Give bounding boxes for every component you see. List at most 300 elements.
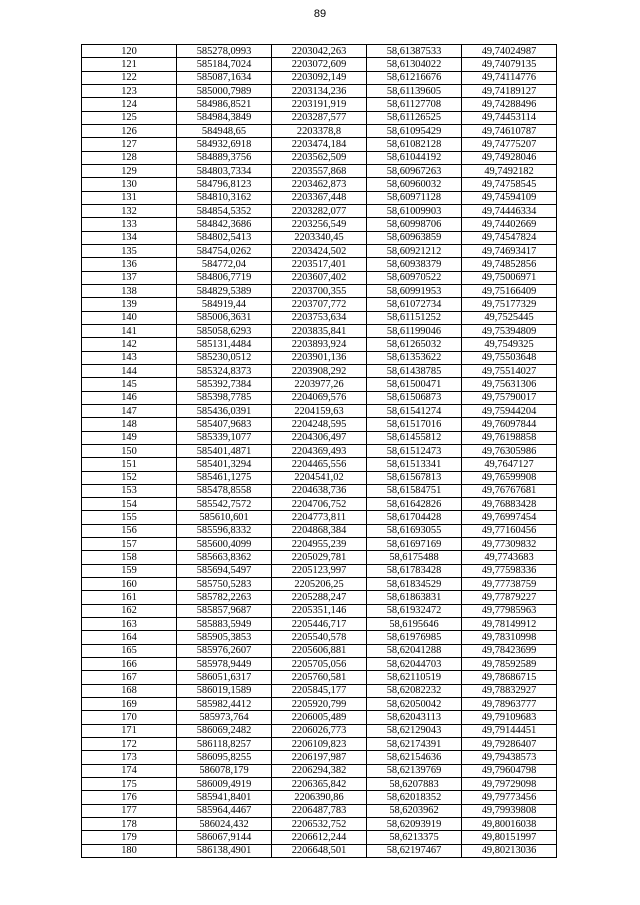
x-coordinate-cell: 585230,0512 (177, 351, 272, 364)
latitude-cell: 58,60998706 (367, 218, 462, 231)
x-coordinate-cell: 586019,1589 (177, 684, 272, 697)
y-coordinate-cell: 2204706,752 (272, 498, 367, 511)
point-number-cell: 133 (82, 218, 177, 231)
point-number-cell: 180 (82, 844, 177, 857)
table-row (82, 658, 557, 671)
latitude-cell: 58,61932472 (367, 604, 462, 617)
point-number-cell: 137 (82, 271, 177, 284)
point-number-cell: 136 (82, 258, 177, 271)
point-number-cell: 166 (82, 658, 177, 671)
latitude-cell: 58,61704428 (367, 511, 462, 524)
latitude-cell: 58,61506873 (367, 391, 462, 404)
table-row (82, 511, 557, 524)
latitude-cell: 58,60970522 (367, 271, 462, 284)
table-row (82, 498, 557, 511)
y-coordinate-cell: 2203474,184 (272, 138, 367, 151)
table-row (82, 204, 557, 217)
x-coordinate-cell: 585058,6293 (177, 324, 272, 337)
y-coordinate-cell: 2203340,45 (272, 231, 367, 244)
latitude-cell: 58,61455812 (367, 431, 462, 444)
point-number-cell: 120 (82, 45, 177, 58)
point-number-cell: 124 (82, 98, 177, 111)
longitude-cell: 49,7492182 (462, 164, 557, 177)
x-coordinate-cell: 584754,0262 (177, 244, 272, 257)
y-coordinate-cell: 2203367,448 (272, 191, 367, 204)
table-row (82, 364, 557, 377)
x-coordinate-cell: 586078,179 (177, 764, 272, 777)
longitude-cell: 49,78423699 (462, 644, 557, 657)
longitude-cell: 49,74024987 (462, 45, 557, 58)
y-coordinate-cell: 2204369,493 (272, 444, 367, 457)
longitude-cell: 49,76305986 (462, 444, 557, 457)
table-row (82, 458, 557, 471)
latitude-cell: 58,61216676 (367, 71, 462, 84)
latitude-cell: 58,61199046 (367, 324, 462, 337)
table-row (82, 431, 557, 444)
latitude-cell: 58,62197467 (367, 844, 462, 857)
y-coordinate-cell: 2203378,8 (272, 124, 367, 137)
y-coordinate-cell: 2205760,581 (272, 671, 367, 684)
x-coordinate-cell: 586069,2482 (177, 724, 272, 737)
latitude-cell: 58,60938379 (367, 258, 462, 271)
table-row (82, 84, 557, 97)
y-coordinate-cell: 2206648,501 (272, 844, 367, 857)
longitude-cell: 49,76097844 (462, 418, 557, 431)
point-number-cell: 171 (82, 724, 177, 737)
latitude-cell: 58,61127708 (367, 98, 462, 111)
longitude-cell: 49,78149912 (462, 618, 557, 631)
x-coordinate-cell: 584986,8521 (177, 98, 272, 111)
x-coordinate-cell: 585324,8373 (177, 364, 272, 377)
table-row (82, 351, 557, 364)
point-number-cell: 168 (82, 684, 177, 697)
x-coordinate-cell: 585339,1077 (177, 431, 272, 444)
x-coordinate-cell: 585401,4871 (177, 444, 272, 457)
y-coordinate-cell: 2203256,549 (272, 218, 367, 231)
latitude-cell: 58,60967263 (367, 164, 462, 177)
latitude-cell: 58,61517016 (367, 418, 462, 431)
table-row (82, 178, 557, 191)
x-coordinate-cell: 586024,432 (177, 818, 272, 831)
table-row (82, 98, 557, 111)
table-row (82, 418, 557, 431)
point-number-cell: 174 (82, 764, 177, 777)
latitude-cell: 58,6207883 (367, 778, 462, 791)
point-number-cell: 173 (82, 751, 177, 764)
point-number-cell: 134 (82, 231, 177, 244)
x-coordinate-cell: 585542,7572 (177, 498, 272, 511)
longitude-cell: 49,76767681 (462, 484, 557, 497)
x-coordinate-cell: 586009,4919 (177, 778, 272, 791)
point-number-cell: 165 (82, 644, 177, 657)
x-coordinate-cell: 585407,9683 (177, 418, 272, 431)
point-number-cell: 145 (82, 378, 177, 391)
point-number-cell: 152 (82, 471, 177, 484)
longitude-cell: 49,74758545 (462, 178, 557, 191)
point-number-cell: 138 (82, 284, 177, 297)
y-coordinate-cell: 2204868,384 (272, 524, 367, 537)
latitude-cell: 58,60991953 (367, 284, 462, 297)
latitude-cell: 58,61095429 (367, 124, 462, 137)
point-number-cell: 179 (82, 831, 177, 844)
y-coordinate-cell: 2204955,239 (272, 538, 367, 551)
table-row (82, 578, 557, 591)
longitude-cell: 49,77985963 (462, 604, 557, 617)
latitude-cell: 58,6203962 (367, 804, 462, 817)
latitude-cell: 58,61126525 (367, 111, 462, 124)
point-number-cell: 125 (82, 111, 177, 124)
y-coordinate-cell: 2204159,63 (272, 404, 367, 417)
x-coordinate-cell: 585006,3631 (177, 311, 272, 324)
y-coordinate-cell: 2205540,578 (272, 631, 367, 644)
point-number-cell: 162 (82, 604, 177, 617)
point-number-cell: 176 (82, 791, 177, 804)
x-coordinate-cell: 585596,8332 (177, 524, 272, 537)
table-row (82, 604, 557, 617)
table-row (82, 231, 557, 244)
y-coordinate-cell: 2206532,752 (272, 818, 367, 831)
longitude-cell: 49,74594109 (462, 191, 557, 204)
longitude-cell: 49,79604798 (462, 764, 557, 777)
point-number-cell: 128 (82, 151, 177, 164)
y-coordinate-cell: 2203282,077 (272, 204, 367, 217)
y-coordinate-cell: 2203557,868 (272, 164, 367, 177)
point-number-cell: 158 (82, 551, 177, 564)
x-coordinate-cell: 586051,6317 (177, 671, 272, 684)
x-coordinate-cell: 584948,65 (177, 124, 272, 137)
point-number-cell: 177 (82, 804, 177, 817)
longitude-cell: 49,74547824 (462, 231, 557, 244)
y-coordinate-cell: 2206197,987 (272, 751, 367, 764)
table-row (82, 791, 557, 804)
point-number-cell: 142 (82, 338, 177, 351)
point-number-cell: 155 (82, 511, 177, 524)
latitude-cell: 58,61387533 (367, 45, 462, 58)
x-coordinate-cell: 586067,9144 (177, 831, 272, 844)
table-row (82, 58, 557, 71)
longitude-cell: 49,74114776 (462, 71, 557, 84)
y-coordinate-cell: 2205705,056 (272, 658, 367, 671)
longitude-cell: 49,79773456 (462, 791, 557, 804)
table-row (82, 631, 557, 644)
point-number-cell: 172 (82, 738, 177, 751)
table-row (82, 698, 557, 711)
longitude-cell: 49,78592589 (462, 658, 557, 671)
longitude-cell: 49,76198858 (462, 431, 557, 444)
longitude-cell: 49,77879227 (462, 591, 557, 604)
x-coordinate-cell: 584772,04 (177, 258, 272, 271)
latitude-cell: 58,61438785 (367, 364, 462, 377)
point-number-cell: 160 (82, 578, 177, 591)
latitude-cell: 58,60971128 (367, 191, 462, 204)
y-coordinate-cell: 2205351,146 (272, 604, 367, 617)
longitude-cell: 49,74928046 (462, 151, 557, 164)
latitude-cell: 58,61567813 (367, 471, 462, 484)
point-number-cell: 126 (82, 124, 177, 137)
x-coordinate-cell: 584796,8123 (177, 178, 272, 191)
longitude-cell: 49,76599908 (462, 471, 557, 484)
y-coordinate-cell: 2204069,576 (272, 391, 367, 404)
longitude-cell: 49,78310998 (462, 631, 557, 644)
point-number-cell: 140 (82, 311, 177, 324)
longitude-cell: 49,74402669 (462, 218, 557, 231)
point-number-cell: 141 (82, 324, 177, 337)
longitude-cell: 49,78963777 (462, 698, 557, 711)
x-coordinate-cell: 585883,5949 (177, 618, 272, 631)
point-number-cell: 129 (82, 164, 177, 177)
x-coordinate-cell: 584810,3162 (177, 191, 272, 204)
table-row (82, 258, 557, 271)
y-coordinate-cell: 2203072,609 (272, 58, 367, 71)
y-coordinate-cell: 2204541,02 (272, 471, 367, 484)
point-number-cell: 156 (82, 524, 177, 537)
x-coordinate-cell: 585184,7024 (177, 58, 272, 71)
table-row (82, 764, 557, 777)
point-number-cell: 148 (82, 418, 177, 431)
point-number-cell: 135 (82, 244, 177, 257)
y-coordinate-cell: 2205606,881 (272, 644, 367, 657)
longitude-cell: 49,75631306 (462, 378, 557, 391)
latitude-cell: 58,61265032 (367, 338, 462, 351)
longitude-cell: 49,75394809 (462, 324, 557, 337)
y-coordinate-cell: 2204248,595 (272, 418, 367, 431)
y-coordinate-cell: 2206612,244 (272, 831, 367, 844)
latitude-cell: 58,62044703 (367, 658, 462, 671)
point-number-cell: 170 (82, 711, 177, 724)
table-row (82, 45, 557, 58)
point-number-cell: 121 (82, 58, 177, 71)
longitude-cell: 49,7525445 (462, 311, 557, 324)
longitude-cell: 49,74693417 (462, 244, 557, 257)
x-coordinate-cell: 584889,3756 (177, 151, 272, 164)
longitude-cell: 49,75177329 (462, 298, 557, 311)
latitude-cell: 58,61783428 (367, 564, 462, 577)
y-coordinate-cell: 2203908,292 (272, 364, 367, 377)
y-coordinate-cell: 2204306,497 (272, 431, 367, 444)
y-coordinate-cell: 2206294,382 (272, 764, 367, 777)
table-row (82, 404, 557, 417)
x-coordinate-cell: 585976,2607 (177, 644, 272, 657)
point-number-cell: 159 (82, 564, 177, 577)
point-number-cell: 163 (82, 618, 177, 631)
longitude-cell: 49,79109683 (462, 711, 557, 724)
x-coordinate-cell: 585973,764 (177, 711, 272, 724)
latitude-cell: 58,61541274 (367, 404, 462, 417)
point-number-cell: 150 (82, 444, 177, 457)
point-number-cell: 139 (82, 298, 177, 311)
table-row (82, 378, 557, 391)
y-coordinate-cell: 2203134,236 (272, 84, 367, 97)
table-row (82, 804, 557, 817)
latitude-cell: 58,61512473 (367, 444, 462, 457)
x-coordinate-cell: 584829,5389 (177, 284, 272, 297)
latitude-cell: 58,61044192 (367, 151, 462, 164)
point-number-cell: 132 (82, 204, 177, 217)
y-coordinate-cell: 2205845,177 (272, 684, 367, 697)
table-row (82, 551, 557, 564)
x-coordinate-cell: 584919,44 (177, 298, 272, 311)
y-coordinate-cell: 2203901,136 (272, 351, 367, 364)
coordinates-table (81, 44, 557, 858)
latitude-cell: 58,61513341 (367, 458, 462, 471)
point-number-cell: 157 (82, 538, 177, 551)
longitude-cell: 49,77160456 (462, 524, 557, 537)
table-row (82, 591, 557, 604)
x-coordinate-cell: 585905,3853 (177, 631, 272, 644)
latitude-cell: 58,61082128 (367, 138, 462, 151)
longitude-cell: 49,78832927 (462, 684, 557, 697)
table-row (82, 111, 557, 124)
x-coordinate-cell: 584984,3849 (177, 111, 272, 124)
x-coordinate-cell: 585782,2263 (177, 591, 272, 604)
point-number-cell: 164 (82, 631, 177, 644)
latitude-cell: 58,61139605 (367, 84, 462, 97)
y-coordinate-cell: 2205920,799 (272, 698, 367, 711)
point-number-cell: 167 (82, 671, 177, 684)
table-row (82, 138, 557, 151)
y-coordinate-cell: 2206109,823 (272, 738, 367, 751)
y-coordinate-cell: 2203753,634 (272, 311, 367, 324)
longitude-cell: 49,80151997 (462, 831, 557, 844)
latitude-cell: 58,62041288 (367, 644, 462, 657)
latitude-cell: 58,61151252 (367, 311, 462, 324)
y-coordinate-cell: 2203042,263 (272, 45, 367, 58)
x-coordinate-cell: 585401,3294 (177, 458, 272, 471)
latitude-cell: 58,62110519 (367, 671, 462, 684)
x-coordinate-cell: 584802,5413 (177, 231, 272, 244)
longitude-cell: 49,75944204 (462, 404, 557, 417)
point-number-cell: 144 (82, 364, 177, 377)
point-number-cell: 146 (82, 391, 177, 404)
point-number-cell: 161 (82, 591, 177, 604)
y-coordinate-cell: 2203562,509 (272, 151, 367, 164)
table-row (82, 618, 557, 631)
latitude-cell: 58,62129043 (367, 724, 462, 737)
longitude-cell: 49,7743683 (462, 551, 557, 564)
x-coordinate-cell: 585982,4412 (177, 698, 272, 711)
latitude-cell: 58,61642826 (367, 498, 462, 511)
longitude-cell: 49,80213036 (462, 844, 557, 857)
table-row (82, 298, 557, 311)
point-number-cell: 149 (82, 431, 177, 444)
latitude-cell: 58,6175488 (367, 551, 462, 564)
latitude-cell: 58,60963859 (367, 231, 462, 244)
latitude-cell: 58,62050042 (367, 698, 462, 711)
x-coordinate-cell: 586118,8257 (177, 738, 272, 751)
point-number-cell: 154 (82, 498, 177, 511)
point-number-cell: 122 (82, 71, 177, 84)
table-row (82, 831, 557, 844)
point-number-cell: 130 (82, 178, 177, 191)
table-row (82, 284, 557, 297)
latitude-cell: 58,62174391 (367, 738, 462, 751)
longitude-cell: 49,7549325 (462, 338, 557, 351)
table-row (82, 738, 557, 751)
table-row (82, 751, 557, 764)
y-coordinate-cell: 2203517,401 (272, 258, 367, 271)
table-row (82, 191, 557, 204)
y-coordinate-cell: 2206390,86 (272, 791, 367, 804)
table-row (82, 271, 557, 284)
x-coordinate-cell: 584842,3686 (177, 218, 272, 231)
y-coordinate-cell: 2206487,783 (272, 804, 367, 817)
latitude-cell: 58,61584751 (367, 484, 462, 497)
y-coordinate-cell: 2205446,717 (272, 618, 367, 631)
y-coordinate-cell: 2203707,772 (272, 298, 367, 311)
table-row (82, 684, 557, 697)
latitude-cell: 58,60921212 (367, 244, 462, 257)
y-coordinate-cell: 2204465,556 (272, 458, 367, 471)
y-coordinate-cell: 2204773,811 (272, 511, 367, 524)
latitude-cell: 58,61353622 (367, 351, 462, 364)
point-number-cell: 151 (82, 458, 177, 471)
latitude-cell: 58,62139769 (367, 764, 462, 777)
longitude-cell: 49,77309832 (462, 538, 557, 551)
y-coordinate-cell: 2205123,997 (272, 564, 367, 577)
table-row (82, 671, 557, 684)
x-coordinate-cell: 585964,4467 (177, 804, 272, 817)
table-row (82, 324, 557, 337)
longitude-cell: 49,79939808 (462, 804, 557, 817)
point-number-cell: 169 (82, 698, 177, 711)
y-coordinate-cell: 2206005,489 (272, 711, 367, 724)
latitude-cell: 58,61072734 (367, 298, 462, 311)
point-number-cell: 147 (82, 404, 177, 417)
table-row (82, 724, 557, 737)
longitude-cell: 49,74189127 (462, 84, 557, 97)
y-coordinate-cell: 2203700,355 (272, 284, 367, 297)
longitude-cell: 49,80016038 (462, 818, 557, 831)
latitude-cell: 58,61834529 (367, 578, 462, 591)
point-number-cell: 178 (82, 818, 177, 831)
x-coordinate-cell: 585610,601 (177, 511, 272, 524)
table-row (82, 444, 557, 457)
x-coordinate-cell: 585436,0391 (177, 404, 272, 417)
y-coordinate-cell: 2205288,247 (272, 591, 367, 604)
longitude-cell: 49,79438573 (462, 751, 557, 764)
y-coordinate-cell: 2205029,781 (272, 551, 367, 564)
x-coordinate-cell: 586095,8255 (177, 751, 272, 764)
x-coordinate-cell: 585978,9449 (177, 658, 272, 671)
longitude-cell: 49,75006971 (462, 271, 557, 284)
longitude-cell: 49,76883428 (462, 498, 557, 511)
latitude-cell: 58,62093919 (367, 818, 462, 831)
longitude-cell: 49,74446334 (462, 204, 557, 217)
x-coordinate-cell: 585131,4484 (177, 338, 272, 351)
longitude-cell: 49,75514027 (462, 364, 557, 377)
longitude-cell: 49,79286407 (462, 738, 557, 751)
latitude-cell: 58,61500471 (367, 378, 462, 391)
latitude-cell: 58,61697169 (367, 538, 462, 551)
point-number-cell: 175 (82, 778, 177, 791)
point-number-cell: 153 (82, 484, 177, 497)
latitude-cell: 58,6195646 (367, 618, 462, 631)
latitude-cell: 58,62018352 (367, 791, 462, 804)
x-coordinate-cell: 585941,8401 (177, 791, 272, 804)
longitude-cell: 49,74852856 (462, 258, 557, 271)
latitude-cell: 58,62043113 (367, 711, 462, 724)
x-coordinate-cell: 584806,7719 (177, 271, 272, 284)
table-row (82, 244, 557, 257)
longitude-cell: 49,74288496 (462, 98, 557, 111)
table-row (82, 124, 557, 137)
x-coordinate-cell: 584803,7334 (177, 164, 272, 177)
table-row (82, 391, 557, 404)
x-coordinate-cell: 585278,0993 (177, 45, 272, 58)
point-number-cell: 131 (82, 191, 177, 204)
x-coordinate-cell: 586138,4901 (177, 844, 272, 857)
table-row (82, 778, 557, 791)
